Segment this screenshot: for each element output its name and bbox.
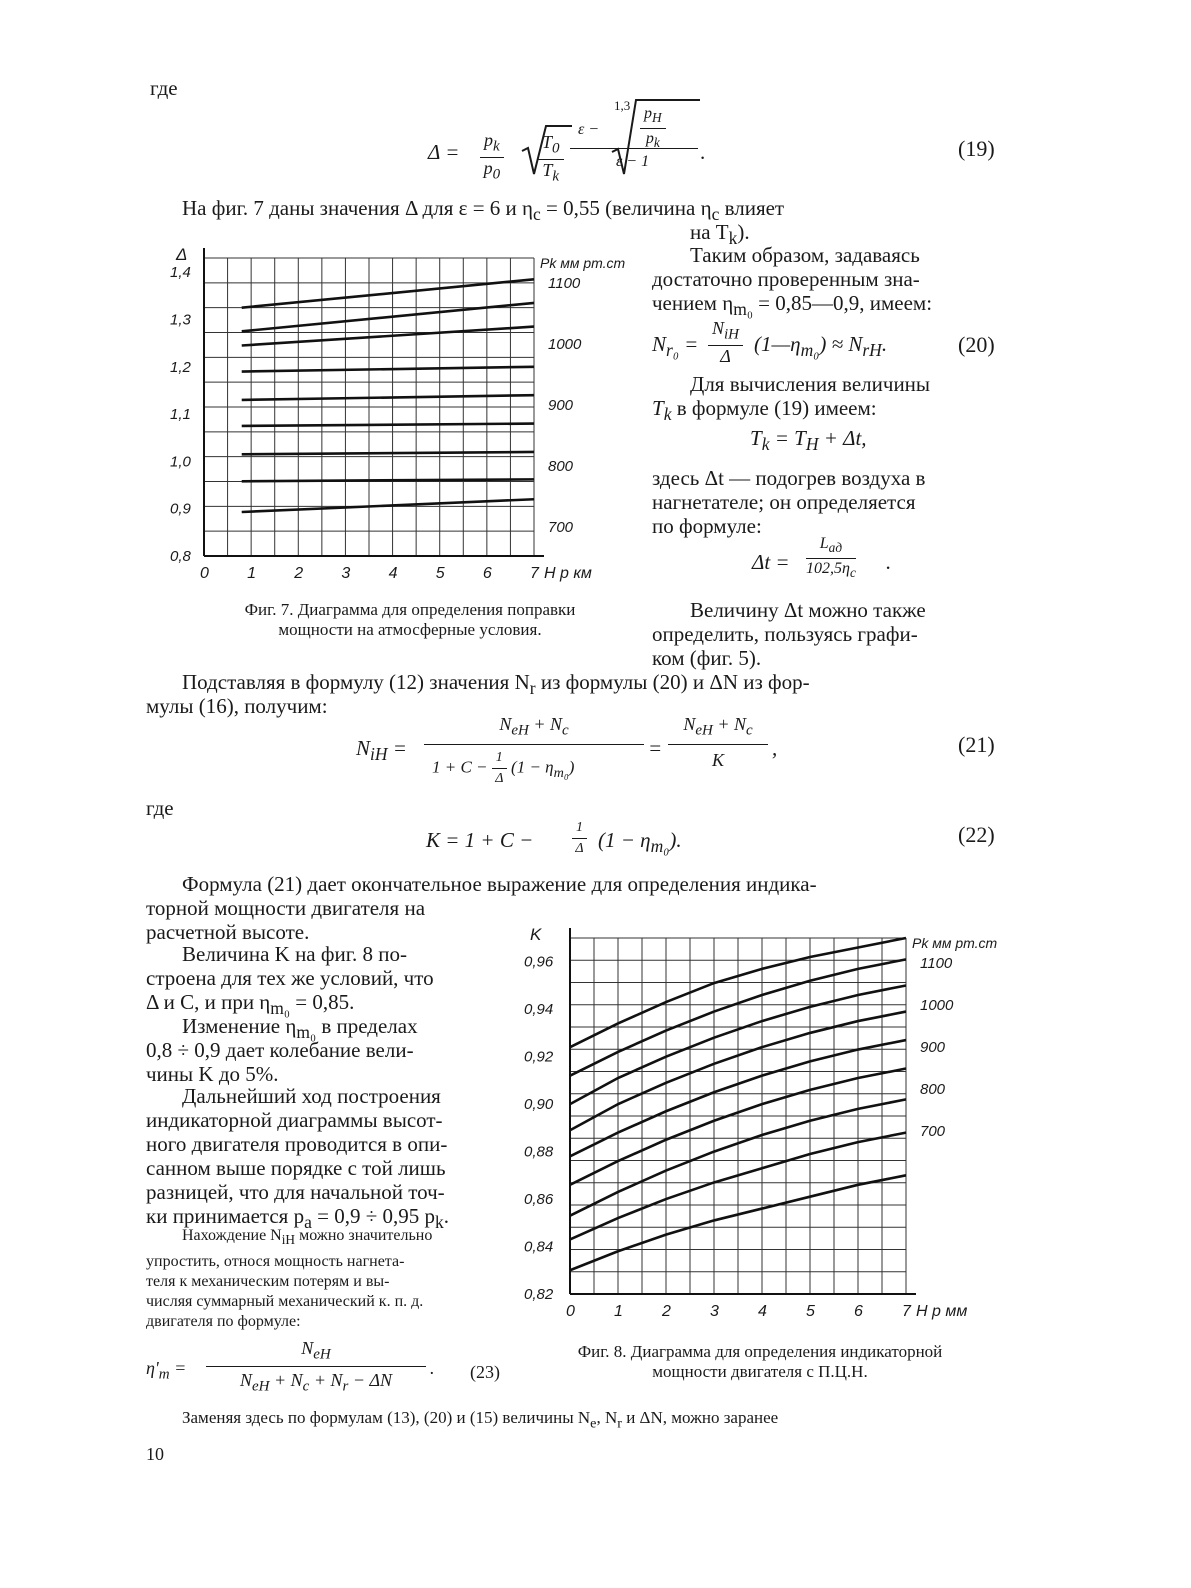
x-tick-label: 4 [758, 1303, 767, 1320]
d-line-1: Дальнейший ход построения [182, 1084, 441, 1108]
right-line-7: нагнетателе; он определяется [652, 490, 916, 514]
right-line-10: определить, пользуясь графи- [652, 622, 918, 646]
series-label: 700 [920, 1123, 946, 1140]
right-line-11: ком (фиг. 5). [652, 646, 762, 670]
y-tick-label: 1,1 [170, 406, 191, 424]
y-tick-label: 0,9 [170, 500, 191, 518]
series-l7 [242, 327, 534, 346]
para-fig7-cont: на $T_k$). [690, 220, 750, 249]
x-tick-label: 2 [662, 1303, 671, 1320]
x-tick-label: 3 [710, 1303, 719, 1320]
series-label-title: Pk мм рт.ст [912, 935, 998, 951]
series-label: 800 [920, 1081, 946, 1098]
eq21-number: (21) [958, 732, 995, 757]
para-21-c: расчетной высоте. [146, 920, 310, 944]
gde-label-2: где [146, 796, 174, 820]
para-12: Подставляя в формулу (12) значения $N_r$ из формулы (20) и ΔN из фор- [182, 670, 810, 699]
gde-label-1: где [150, 76, 178, 100]
series-label: 700 [548, 519, 574, 536]
right-line-3: чением $\eta_{m_0}$ = 0,85—0,9, имеем: [652, 291, 933, 320]
x-tick-label: 7 [902, 1303, 911, 1320]
series-label: 800 [548, 458, 574, 475]
x-tick-label: 6 [854, 1303, 863, 1320]
d-line-6: ки принимается $p_a = 0,9 \div 0,95$ $p_k$. [146, 1204, 450, 1233]
para-fig7: На фиг. 7 даны значения Δ для ε = 6 и $\eta_c = 0,55$ (величина $\eta_c$ влияет [182, 196, 785, 225]
s-line-1: Нахождение $N_{iH}$ можно значительно [182, 1227, 433, 1248]
para-12-cont: мулы (16), получим: [146, 694, 328, 718]
page-number: 10 [146, 1444, 164, 1464]
series-label: 1100 [920, 955, 953, 972]
eq19-number: (19) [958, 136, 995, 161]
x-tick-label: 5 [806, 1303, 815, 1320]
para-21-a: Формула (21) дает окончательное выражение для определения индика- [182, 872, 817, 896]
series-l1 [242, 499, 534, 512]
s-line-2: упростить, относя мощность нагнета- [146, 1253, 405, 1270]
right-line-6: здесь Δt — подогрев воздуха в [652, 466, 926, 490]
s-line-4: числяя суммарный механический к. п. д. [146, 1293, 424, 1310]
y-tick-label: 0,8 [170, 548, 191, 565]
y-tick-label: 0,84 [524, 1238, 554, 1256]
x-tick-label: 3 [341, 565, 351, 582]
k-line-3: Δ и C, и при $\eta_{m_0} = 0,85$. [146, 990, 355, 1019]
equation-23: $\eta'_m$ = $N_{eH}$ $N_{eH} + N_c + N_r - \Delta N$ . [146, 1338, 435, 1395]
equation-20: $N_{r_0}$ = $N_{iH}$ Δ $(1—\eta_{m_0}) \approx N_{rH}$. [652, 318, 888, 366]
series-l9 [242, 279, 534, 307]
x-axis-title: H р мм [916, 1303, 968, 1320]
d-line-4: санном выше порядке с той лишь [146, 1156, 446, 1180]
y-axis-title: K [530, 925, 542, 944]
series-label: 1100 [548, 275, 581, 292]
equation-19: Δ = $\frac{p_k}{p_0}$ $\frac{T_0}{T_k}$ 1,3 ε − $\frac{p_H}{p_k}$ ε − 1 . [428, 98, 706, 185]
x-tick-label: 0 [200, 565, 209, 582]
s-line-3: теля к механическим потерям и вы- [146, 1273, 390, 1290]
figure-7-chart [160, 238, 640, 583]
y-tick-label: 0,86 [524, 1191, 554, 1209]
eq23-number: (23) [470, 1362, 500, 1382]
y-tick-label: 1,3 [170, 311, 191, 329]
y-tick-label: 0,92 [524, 1048, 554, 1066]
figure-8-chart [520, 918, 1010, 1330]
y-tick-label: 0,96 [524, 953, 554, 971]
series-label: 1000 [548, 336, 582, 353]
fig7-caption: Фиг. 7. Диаграмма для определения поправки мощности на атмосферные условия. [244, 600, 576, 639]
x-tick-label: 6 [482, 565, 492, 582]
y-tick-label: 0,82 [524, 1286, 554, 1303]
equation-dt: Δt = $L_{ад}$ $102,5\eta_c$ . [752, 535, 892, 581]
series-l6 [242, 367, 534, 372]
right-line-1: Таким образом, задаваясь [690, 243, 920, 267]
y-axis-title: Δ [176, 245, 188, 264]
y-tick-label: 1,4 [170, 264, 191, 282]
series-l3 [242, 452, 534, 454]
x-tick-label: 1 [247, 565, 257, 582]
d-line-5: разницей, что для начальной точ- [146, 1180, 445, 1204]
series-label: 900 [548, 397, 574, 414]
eq22-number: (22) [958, 822, 995, 847]
right-line-5: $T_k$ в формуле (19) имеем: [652, 396, 877, 425]
x-tick-label: 4 [388, 565, 398, 582]
para-21-b: торной мощности двигателя на [146, 896, 426, 920]
k-line-2: строена для тех же условий, что [146, 966, 434, 990]
x-tick-label: 2 [294, 565, 304, 582]
k-line-6: чины K до 5%. [146, 1062, 279, 1086]
last-line: Заменяя здесь по формулам (13), (20) и (15) величины $N_e$, $N_r$ и ΔN, можно заранее [182, 1408, 779, 1432]
x-tick-label: 7 [530, 565, 539, 582]
series-l2 [242, 479, 534, 481]
eq20-number: (20) [958, 332, 995, 357]
y-tick-label: 0,88 [524, 1143, 554, 1161]
x-axis-title: H р км [544, 565, 592, 582]
k-line-4: Изменение $\eta_{m_0}$ в пределах [182, 1014, 418, 1043]
d-line-2: индикаторной диаграммы высот- [146, 1108, 443, 1132]
equation-tk: $T_k = T_H + \Delta t$, [750, 426, 867, 455]
x-tick-label: 0 [566, 1303, 575, 1320]
equation-21: $N_{iH}$ = $N_{eH} + N_c$ 1 + C − $\frac{1}{\Delta}$ $(1 - \eta_{m_0})$ = $N_{eH} + N_c$ K , [356, 714, 778, 786]
y-tick-label: 0,90 [524, 1096, 554, 1114]
k-line-1: Величина K на фиг. 8 по- [182, 942, 407, 966]
x-tick-label: 5 [435, 565, 445, 582]
y-tick-label: 1,2 [170, 358, 191, 376]
right-line-9: Величину Δt можно также [690, 598, 926, 622]
right-line-4: Для вычисления величины [690, 372, 931, 396]
series-label: 900 [920, 1039, 946, 1056]
s-line-5: двигателя по формуле: [146, 1313, 301, 1330]
y-tick-label: 0,94 [524, 1001, 554, 1019]
series-label-title: Pk мм рт.ст [540, 255, 626, 271]
series-l5 [242, 395, 534, 400]
right-line-8: по формуле: [652, 514, 762, 538]
x-tick-label: 1 [614, 1303, 623, 1320]
equation-22: K = 1 + C − $\frac{1}{\Delta}$ $(1 - \eta_{m_0})$. [426, 820, 682, 857]
d-line-3: ного двигателя проводится в опи- [146, 1132, 448, 1156]
series-l4 [242, 424, 534, 426]
y-tick-label: 1,0 [170, 453, 191, 471]
right-line-2: достаточно проверенным зна- [652, 267, 920, 291]
k-line-5: 0,8 ÷ 0,9 дает колебание вели- [146, 1038, 414, 1062]
series-label: 1000 [920, 997, 954, 1014]
fig8-caption: Фиг. 8. Диаграмма для определения индикаторной мощности двигателя с П.Ц.Н. [577, 1342, 943, 1381]
